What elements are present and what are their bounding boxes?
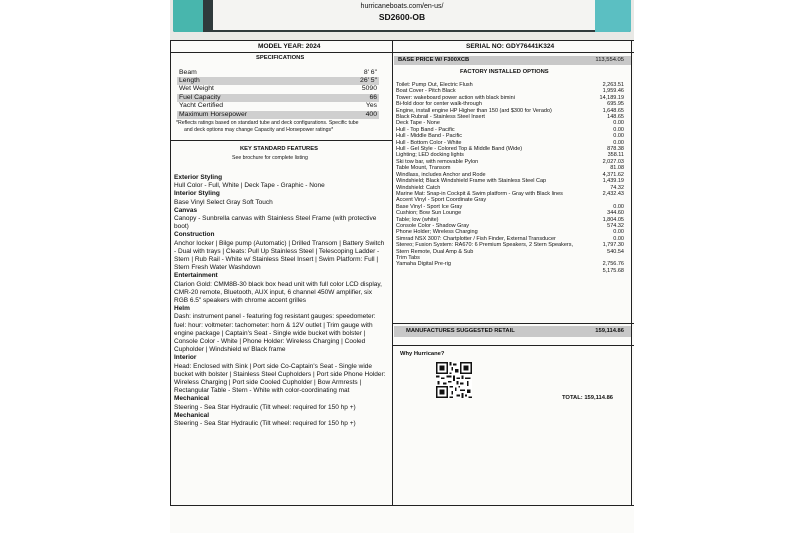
option-price: 0.00 xyxy=(613,133,624,140)
specs-note: and deck options may change Capacity and Horsepower ratings* xyxy=(184,127,334,133)
brand-url[interactable]: hurricaneboats.com/en-us/ xyxy=(360,3,444,10)
base-price-value: 113,554.05 xyxy=(595,57,624,63)
option-price: 540.54 xyxy=(607,248,624,255)
spec-label: Fuel Capacity xyxy=(179,94,221,101)
option-price: 1,648.65 xyxy=(602,107,624,114)
feature-text: Steering - Sea Star Hydraulic (Tilt wheel: required for 150 hp +) xyxy=(174,420,356,428)
spec-label: Beam xyxy=(179,69,197,76)
feature-heading: Canvas xyxy=(174,206,198,214)
divider-specs xyxy=(170,140,392,141)
option-price: 695.95 xyxy=(607,101,624,108)
option-price: 5,175.68 xyxy=(602,267,624,274)
option-name: Hull - Top Band - Pacific xyxy=(396,126,455,133)
features-subtitle: See brochure for complete listing xyxy=(232,155,308,161)
feature-heading: Interior Styling xyxy=(174,190,220,198)
option-name: Table Mount, Transom xyxy=(396,165,451,172)
option-name: Toilet: Pump Out, Electric Flush xyxy=(396,82,473,88)
feature-text: Anchor locker | Bilge pump (Automatic) | Drilled Transom | Battery Switch - Dual with trays | Cleats: Pull Up Stainless Steel | Telescoping Ladder - Stern | Rub Rail - White w/ Stainless Steel Insert | Swim Platform: Full | Stern Fresh Water Washdown xyxy=(174,239,385,272)
spec-label: Length xyxy=(179,77,200,84)
why-hurricane: Why Hurricane? xyxy=(400,351,445,357)
spec-value: 8' 6" xyxy=(363,69,377,76)
divider-bottom xyxy=(170,505,634,506)
feature-text: Steering - Sea Star Hydraulic (Tilt wheel: required for 150 hp +) xyxy=(174,403,356,411)
divider-top xyxy=(170,40,634,41)
option-name: Hull - Middle Band - Pacific xyxy=(396,133,463,140)
feature-heading: Helm xyxy=(174,305,190,313)
option-price: 2,027.03 xyxy=(602,158,624,165)
option-price: 81.08 xyxy=(610,165,624,172)
spec-value: 5090 xyxy=(361,85,377,92)
option-name: Windshield; Black Windshield Frame with Stainless Steel Cap xyxy=(396,178,547,185)
option-name: Marine Mat: Snap-in Cockpit & Swim platform - Gray with Black lines xyxy=(396,190,563,197)
option-price: 878.38 xyxy=(607,146,624,153)
option-name: Tower: wakeboard power action with black bimini xyxy=(396,94,515,101)
option-price: 344.60 xyxy=(607,210,624,217)
spec-label: Yacht Certified xyxy=(179,102,224,109)
border-left xyxy=(170,40,171,505)
option-name: Hull - Gel Style - Colored Top & Middle Band (Wide) xyxy=(396,146,523,153)
option-name: Accent Vinyl - Sport Coordinate Gray xyxy=(396,197,487,204)
option-price: 0.00 xyxy=(613,126,624,133)
model-year: MODEL YEAR: 2024 xyxy=(258,43,321,50)
divider-year xyxy=(170,52,634,53)
feature-text: Hull Color - Full, White | Deck Tape - Graphic - None xyxy=(174,182,325,190)
feature-text: Base Vinyl Select Gray Soft Touch xyxy=(174,198,273,206)
feature-heading: Mechanical xyxy=(174,395,210,403)
option-name: Simrad NSX 3007: Chartplotter / Fish Finder, External Transducer xyxy=(396,235,556,242)
option-price: 4,371.62 xyxy=(602,171,624,178)
option-price: 1,797.30 xyxy=(602,242,624,249)
spec-value: 66 xyxy=(369,94,377,101)
spec-value: 400 xyxy=(365,111,377,118)
options-names xyxy=(396,82,574,268)
option-price: 2,263.51 xyxy=(602,82,624,88)
msrp-value: 159,114.86 xyxy=(595,328,624,334)
spec-row xyxy=(177,102,379,110)
spec-value: 26' 5" xyxy=(360,77,377,84)
feature-heading: Exterior Styling xyxy=(174,174,223,181)
option-price: 0.00 xyxy=(613,120,624,127)
spec-label: Maximum Horsepower xyxy=(179,111,247,118)
option-price: 0.00 xyxy=(613,203,624,210)
option-price: 574.32 xyxy=(607,222,624,229)
option-price: 0.00 xyxy=(613,229,624,236)
header-banner xyxy=(170,0,634,40)
model-code: SD2600-OB xyxy=(378,12,426,22)
feature-heading: Mechanical xyxy=(174,411,210,419)
spec-row xyxy=(177,94,379,102)
option-name: Ski tow bar, with removable Pylon xyxy=(396,158,479,165)
spec-row xyxy=(177,69,379,77)
option-price: 74.32 xyxy=(610,184,624,191)
feature-heading: Interior xyxy=(174,354,197,362)
border-right xyxy=(631,40,632,505)
option-price: 148.65 xyxy=(607,114,624,121)
option-price: 0.00 xyxy=(613,235,624,242)
option-name: Stereo; Fusion System: RA670: 6 Premium Speakers, 2 Stern Speakers, Stern Remote, Dual Amp & Sub xyxy=(396,242,573,255)
options-prices xyxy=(570,82,624,274)
qr-code-icon[interactable] xyxy=(436,362,472,398)
option-name: Trim Tabs xyxy=(396,254,420,261)
divider-center xyxy=(392,40,393,505)
option-price: 2,756.76 xyxy=(602,261,624,268)
specs-title: SPECIFICATIONS xyxy=(256,55,305,61)
option-name: Yamaha Digital Pre-rig xyxy=(396,261,451,268)
option-name: Windlass, includes Anchor and Rode xyxy=(396,171,486,178)
features-title: KEY STANDARD FEATURES xyxy=(240,146,318,152)
window-sticker xyxy=(170,0,634,533)
option-name: Boat Cover - Pitch Black xyxy=(396,88,456,95)
feature-text: Dash: instrument panel - featuring fog resistant gauges: speedometer: fuel: hour: voltmeter: tachometer: horn & 12V outlet | Trim gauge with engine package | Captain's Seat - Single wide bucket with bolster | Console Color - White | Phone Holder: Wireless Charging | Cooled Cupholder | Windshield w/ Black frame xyxy=(174,313,376,354)
option-price: 1,439.19 xyxy=(602,178,624,185)
option-name: Base Vinyl - Sport Ice Gray xyxy=(396,203,463,210)
option-name: Deck Tape - None xyxy=(396,120,440,127)
option-name: Console Color - Shadow Gray xyxy=(396,222,470,229)
option-price: 1,959.46 xyxy=(602,88,624,95)
option-name: Hull - Bottom Color - White xyxy=(396,139,462,146)
option-price: 0.00 xyxy=(613,139,624,146)
option-name: Windshield: Catch xyxy=(396,184,441,191)
features-list xyxy=(174,174,386,428)
spec-value: Yes xyxy=(365,102,377,109)
option-price: 14,189.19 xyxy=(599,94,624,101)
base-price-label: BASE PRICE W/ F300XCB xyxy=(398,57,470,63)
serial-number: SERIAL NO: GDY76441K324 xyxy=(466,43,555,50)
feature-heading: Entertainment xyxy=(174,272,218,280)
feature-text: Clarion Gold: CMM8B-30 black box head unit with full color LCD display, CMR-20 remote, Bluetooth, AUX input, 6 channel 450W amplifier, six RGB 6.5" speakers with chrome accent grilles xyxy=(174,280,382,305)
total-price: TOTAL: 159,114.86 xyxy=(562,395,614,401)
spec-row xyxy=(177,77,379,85)
option-name: Cushion; Bow Sun Lounge xyxy=(396,210,462,217)
msrp-label: MANUFACTURES SUGGESTED RETAIL xyxy=(406,328,515,334)
option-price: 1,804.05 xyxy=(602,216,624,223)
specs-note: *Reflects ratings based on standard tube and deck configurations. Specific tube xyxy=(176,120,359,126)
spec-row xyxy=(177,111,379,119)
option-name: Black Rubrail - Stainless Steel Insert xyxy=(396,114,485,121)
options-title: FACTORY INSTALLED OPTIONS xyxy=(460,69,549,75)
divider-msrp-bottom xyxy=(392,345,634,346)
feature-text: Head: Enclosed with Sink | Port side Co-Captain's Seat - Single wide bucket with bolster | Stainless Steel Cupholders | Port side Phone Holder: Wireless Charging | Port side Cooled Cupholder | Bow Armrests | Rectangular Table - Stern - White with color-coordinating mat xyxy=(174,362,386,395)
divider-msrp-top xyxy=(392,323,634,324)
feature-text: Canopy - Sunbrella canvas with Stainless Steel Frame (with protective boot) xyxy=(174,215,377,231)
option-name: Lighting; LED docking lights xyxy=(396,152,464,159)
spec-label: Wet Weight xyxy=(179,85,214,92)
option-price: 358.11 xyxy=(607,152,624,159)
spec-row xyxy=(177,85,379,93)
option-name: Bi-fold door for center walk-through xyxy=(396,101,482,108)
option-name: Phone Holder; Wireless Charging xyxy=(396,229,478,236)
feature-heading: Construction xyxy=(174,231,215,239)
option-name: Engine, install engine HP Higher than 150 (ard $300 for Verado) xyxy=(396,107,552,114)
option-price: 2,432.43 xyxy=(602,190,624,197)
option-name: Table; low (white) xyxy=(396,216,439,223)
